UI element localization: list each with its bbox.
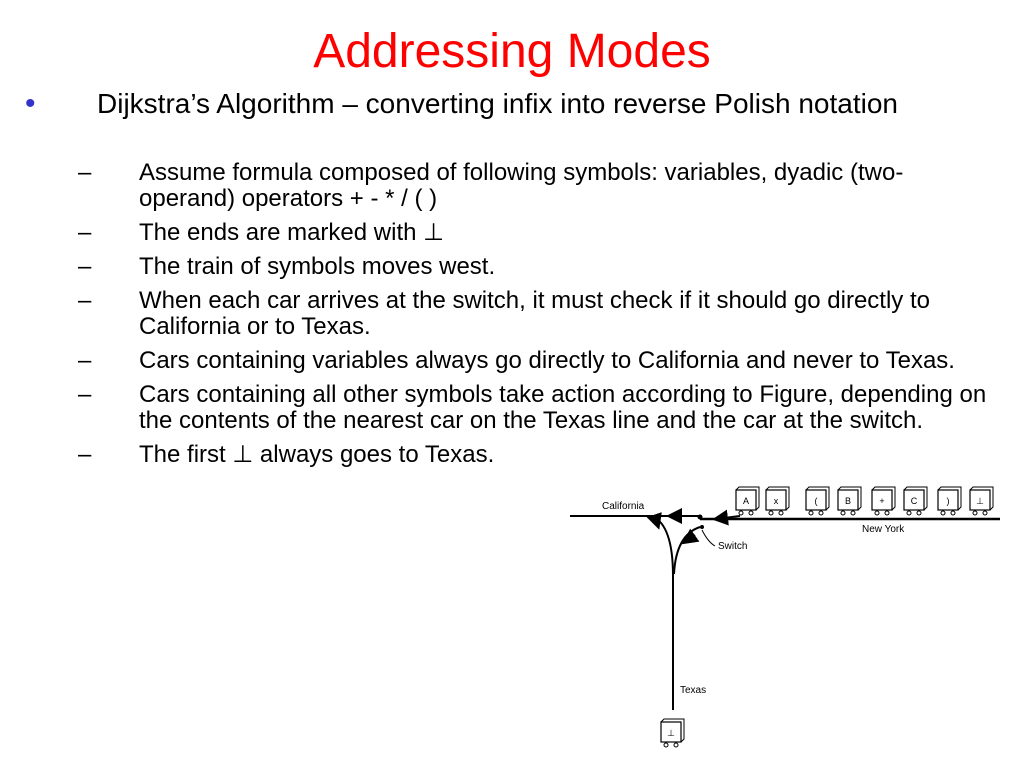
- texas-track: [652, 516, 673, 710]
- sub-bullet-text: The train of symbols moves west.: [139, 253, 496, 280]
- sub-bullet-text: The first ⊥ always goes to Texas.: [139, 441, 495, 468]
- new-york-label: New York: [862, 524, 905, 535]
- sub-bullet-text: Cars containing variables always go directly to California and never to Texas.: [139, 347, 955, 374]
- california-label: California: [602, 501, 645, 512]
- curve-arrow: [656, 520, 658, 526]
- sub-bullet: [78, 220, 998, 246]
- texas-car-symbol: ⊥: [667, 728, 675, 738]
- sub-bullet-text: Assume formula composed of following symbols: variables, dyadic (two-operand) operators + - * / ( ): [139, 159, 904, 212]
- texas-label: Texas: [680, 685, 707, 696]
- dash-marker: –: [78, 441, 92, 468]
- sub-bullet-list: [78, 160, 998, 476]
- switch-point: [700, 525, 704, 529]
- train-car-symbol: x: [773, 496, 779, 506]
- train-car: [938, 487, 961, 515]
- texas-car: [661, 719, 684, 747]
- train-car: [806, 487, 829, 515]
- sub-bullet-text: The ends are marked with ⊥: [139, 219, 445, 246]
- dash-marker: –: [78, 253, 92, 280]
- switch-label: Switch: [718, 541, 748, 552]
- slide-title: Addressing Modes: [313, 25, 711, 78]
- train-car: [904, 487, 927, 515]
- dash-marker: –: [78, 219, 92, 246]
- sub-bullet: [78, 254, 998, 280]
- switch-pointer: [702, 530, 715, 546]
- train-car: [970, 487, 993, 515]
- main-bullet-text: Dijkstra’s Algorithm – converting infix into reverse Polish notation: [97, 88, 898, 119]
- sub-bullet-text: Cars containing all other symbols take action according to Figure, depending on the contents of the nearest car on the Texas line and the car at the switch.: [139, 381, 987, 434]
- dash-marker: –: [78, 381, 92, 408]
- dash-marker: –: [78, 159, 92, 186]
- train-car: [736, 487, 759, 515]
- sub-bullet: [78, 288, 998, 340]
- dash-marker: –: [78, 347, 92, 374]
- train-car-symbol: A: [742, 496, 750, 506]
- train-car-symbol: (: [814, 496, 818, 506]
- switch-point: [698, 515, 703, 520]
- texas-branch: [674, 527, 700, 574]
- train-car: [838, 487, 861, 515]
- train-car-symbol: ): [946, 496, 950, 506]
- train-car-symbol: C: [910, 496, 918, 506]
- train-car: [766, 487, 789, 515]
- sub-bullet: [78, 348, 998, 374]
- sub-bullet: [78, 160, 998, 212]
- train-car-symbol: ⊥: [976, 496, 984, 506]
- sub-bullet: [78, 382, 998, 434]
- dash-marker: –: [78, 287, 92, 314]
- bullet-marker: •: [25, 87, 36, 120]
- train-car-symbol: +: [879, 496, 885, 506]
- train-car-symbol: B: [844, 496, 852, 506]
- train-car: [872, 487, 895, 515]
- sub-bullet-text: When each car arrives at the switch, it must check if it should go directly to California or to Texas.: [139, 287, 930, 340]
- sub-bullet: [78, 442, 579, 468]
- railway-switch-figure: [570, 480, 1024, 768]
